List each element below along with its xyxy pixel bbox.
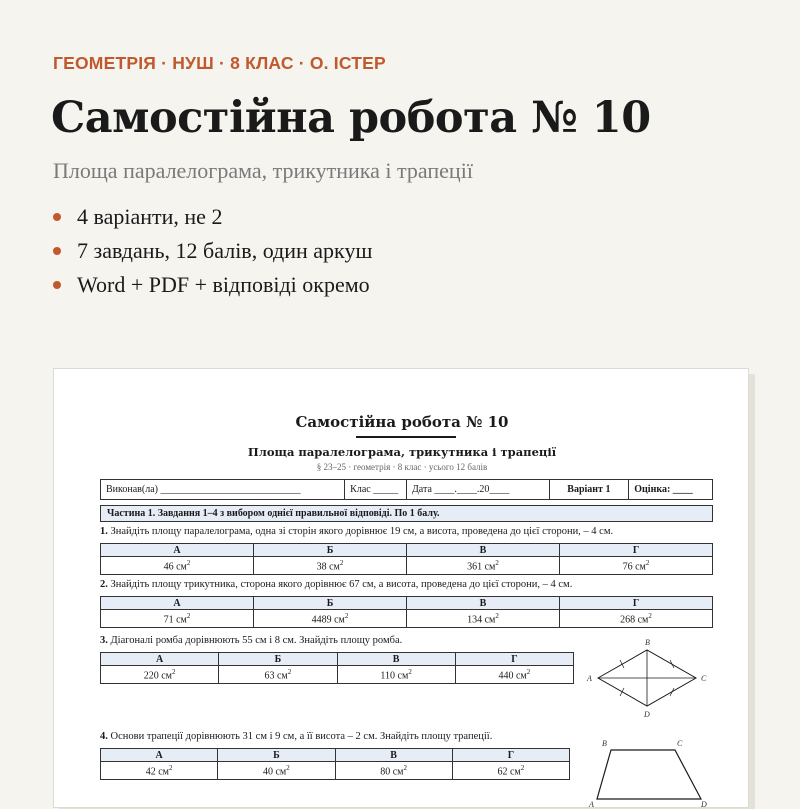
option-header: Г [452,749,569,762]
option-header: В [337,653,455,666]
option-header: Б [254,544,407,557]
vertex-label: D [644,710,650,719]
task-number: 2. [100,579,108,590]
task-text: Знайдіть площу трикутника, сторона якого дорівнює 67 см, а висота, проведена до цієї сторони, – 4 см. [110,579,573,590]
task-number: 4. [100,731,108,742]
sheet-meta: § 23–25 · геометрія · 8 клас · усього 12 балів [316,462,488,472]
answer-cell: 80 $см^2$ [335,762,452,780]
vertex-label: B [602,739,607,748]
page-title: Самостійна робота № 10 [51,93,651,143]
feature-item [53,234,372,268]
answer-cell: 63 $см^2$ [219,666,337,684]
option-header: В [407,544,560,557]
answer-cell: 46 $см^2$ [101,557,254,575]
variant-field: Варіант 1 [550,480,630,499]
sheet-subtitle: Площа паралелограма, трикутника і трапеції [247,445,557,459]
date-field: Дата ____.____.20____ [407,480,550,499]
task-text: Основи трапеції дорівнюють 31 см і 9 см, а її висота – 2 см. Знайдіть площу трапеції. [110,731,493,742]
option-header: А [101,544,254,557]
answer-cell: 440 $см^2$ [455,666,573,684]
vertex-label: A [589,800,594,809]
option-header: А [101,749,218,762]
task-4 [100,731,492,742]
option-header: Г [455,653,573,666]
feature-text: 7 завдань, 12 балів, один аркуш [77,238,373,263]
answer-cell: 361 $см^2$ [407,557,560,575]
feature-item [53,268,372,302]
answer-cell: 134 $см^2$ [407,610,560,628]
bullet-dot-icon [53,281,61,289]
worksheet-preview [53,368,749,808]
class-field: Клас _____ [345,480,407,499]
score-field: Оцінка: ____ [634,484,693,495]
rhombus-figure [584,637,714,719]
name-field: Виконав(ла) ____________________________ [101,480,345,499]
option-header: Б [218,749,335,762]
task-number: 1. [100,526,108,537]
task-number: 3. [100,635,108,646]
vertex-label: D [701,800,707,809]
feature-item [53,200,372,234]
bullet-dot-icon [53,247,61,255]
answer-cell: 76 $см^2$ [560,557,713,575]
title-underline [356,436,456,438]
feature-text: 4 варіанти, не 2 [77,204,223,229]
option-header: В [335,749,452,762]
option-header: Б [219,653,337,666]
task-text: Діагоналі ромба дорівнюють 55 см і 8 см. Знайдіть площу ромба. [110,635,403,646]
answer-cell: 40 $см^2$ [218,762,335,780]
option-header: Г [560,544,713,557]
answer-table-4 [100,748,570,780]
option-header: В [407,597,560,610]
option-header: Г [560,597,713,610]
answer-cell: 268 $см^2$ [560,610,713,628]
answer-cell: 110 $см^2$ [337,666,455,684]
part-heading: Частина 1. Завдання 1–4 з вибором однієї правильної відповіді. По 1 балу. [100,505,713,522]
trapezoid-figure [589,737,709,809]
task-1 [100,526,613,537]
vertex-label: A [587,674,592,683]
kicker: ГЕОМЕТРІЯ · НУШ · 8 КЛАС · О. ІСТЕР [53,53,386,73]
vertex-label: C [677,739,683,748]
vertex-label: C [701,674,707,683]
bullet-dot-icon [53,213,61,221]
task-2 [100,579,572,590]
task-text: Знайдіть площу паралелограма, одна зі сторін якого дорівнює 19 см, а висота, проведена до цієї сторони, – 4 см. [110,526,614,537]
option-header: А [101,597,254,610]
feature-text: Word + PDF + відповіді окремо [77,272,370,297]
answer-cell: 220 $см^2$ [101,666,219,684]
option-header: Б [254,597,407,610]
answer-cell: 4489 $см^2$ [254,610,407,628]
feature-list [53,200,372,302]
option-header: А [101,653,219,666]
vertex-label: B [645,638,650,647]
answer-cell: 38 $см^2$ [254,557,407,575]
answer-table-2 [100,596,713,628]
task-3 [100,635,402,646]
answer-table-3 [100,652,574,684]
answer-cell: 42 $см^2$ [101,762,218,780]
sheet-title: Самостійна робота № 10 [295,413,509,431]
answer-cell: 71 $см^2$ [101,610,254,628]
answer-cell: 62 $см^2$ [452,762,569,780]
student-info-row [100,479,713,500]
answer-table-1 [100,543,713,575]
page-subtitle: Площа паралелограма, трикутника і трапеції [53,158,473,183]
